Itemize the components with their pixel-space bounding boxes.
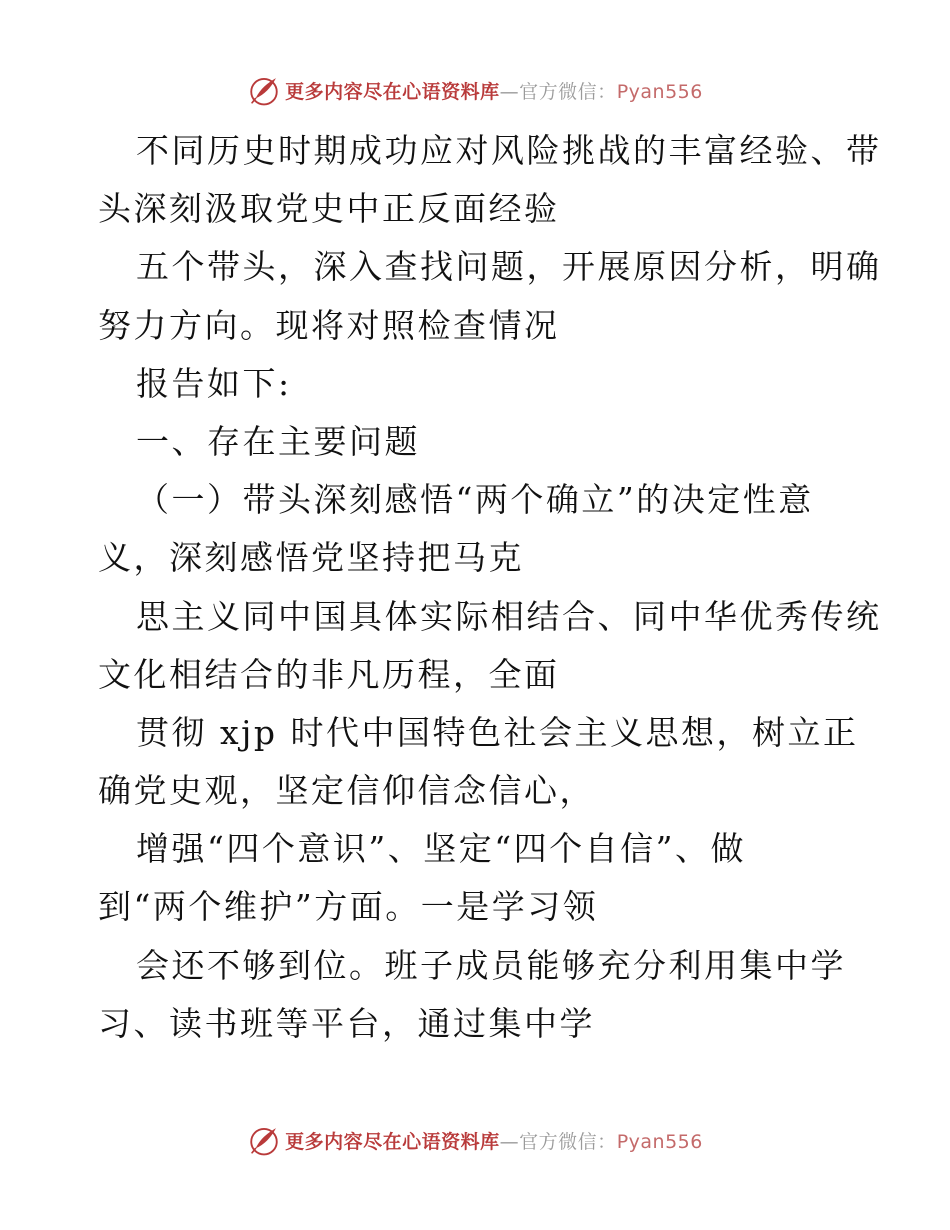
footer-banner-separator: — — [499, 1130, 520, 1153]
header-banner-label: 官方微信： — [519, 80, 617, 103]
quill-pen-logo-icon — [247, 1123, 281, 1157]
body-line: 不同历史时期成功应对风险挑战的丰富经验、带 — [136, 131, 882, 170]
body-line: 思主义同中国具体实际相结合、同中华优秀传统 — [136, 596, 882, 636]
header-banner — [0, 70, 950, 110]
body-line: 头深刻汲取党史中正反面经验 — [98, 189, 560, 229]
body-line: 五个带头，深入查找问题，开展原因分析，明确 — [136, 247, 882, 287]
footer-banner — [0, 1120, 950, 1160]
header-banner-lead: 更多内容尽在心语资料库 — [285, 80, 500, 103]
body-line: 到“两个维护”方面。一是学习领 — [98, 887, 599, 927]
header-banner-wechat-id: Pyan556 — [616, 80, 703, 103]
body-line: 习、读书班等平台，通过集中学 — [98, 1003, 595, 1043]
header-banner-text — [285, 77, 703, 104]
body-line: 文化相结合的非凡历程，全面 — [98, 654, 560, 694]
body-line: 贯彻 xjp 时代中国特色社会主义思想，树立正 — [136, 712, 859, 752]
footer-banner-wechat-id: Pyan556 — [616, 1130, 703, 1153]
header-banner-separator: — — [499, 80, 520, 103]
document-body — [98, 122, 882, 1053]
body-line: 义，深刻感悟党坚持把马克 — [98, 538, 524, 578]
subsection-heading: （一）带头深刻感悟“两个确立”的决定性意 — [136, 480, 814, 520]
footer-banner-label: 官方微信： — [519, 1130, 617, 1153]
body-line: 报告如下: — [136, 363, 292, 403]
footer-banner-text — [285, 1127, 703, 1154]
footer-banner-lead: 更多内容尽在心语资料库 — [285, 1130, 500, 1153]
section-heading: 一、存在主要问题 — [136, 421, 420, 461]
body-line: 确党史观，坚定信仰信念信心， — [98, 771, 595, 811]
body-line: 努力方向。现将对照检查情况 — [98, 305, 560, 345]
body-line: 增强“四个意识”、坚定“四个自信”、做 — [136, 829, 746, 869]
quill-pen-logo-icon — [247, 73, 281, 107]
body-line: 会还不够到位。班子成员能够充分利用集中学 — [136, 945, 846, 985]
